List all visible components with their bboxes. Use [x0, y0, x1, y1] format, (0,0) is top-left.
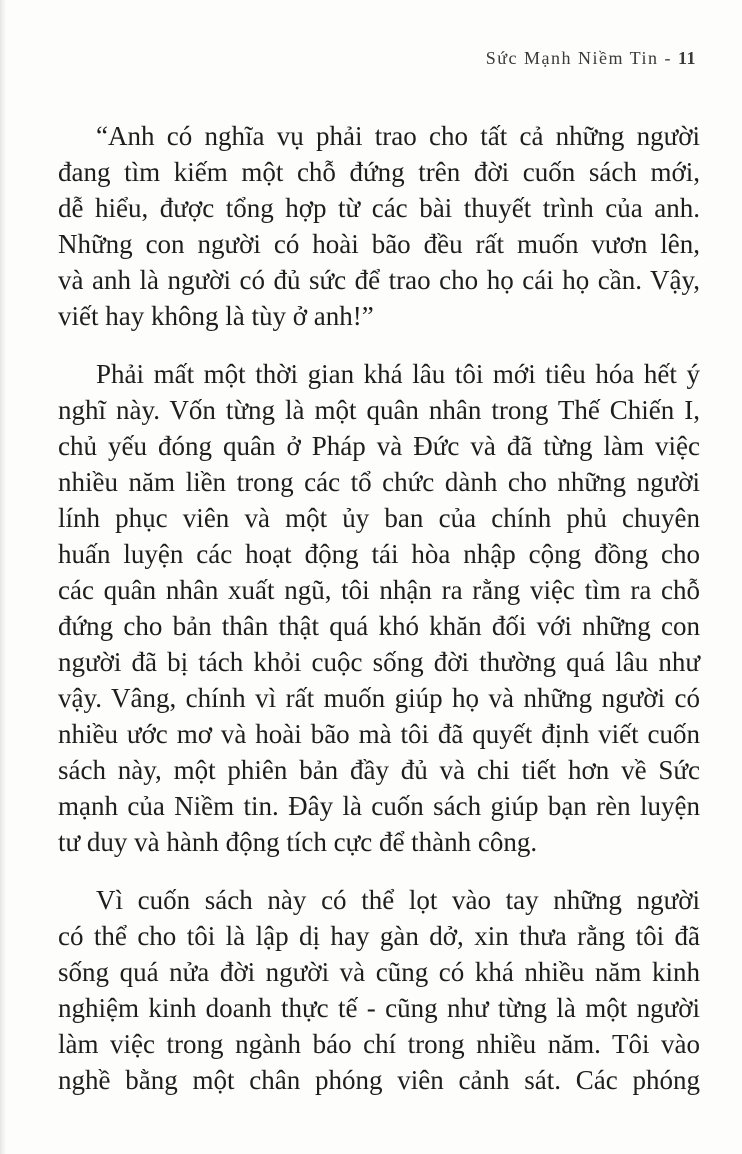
text-line: huấn luyện các hoạt động tái hòa nhập cộng đồng cho: [58, 539, 700, 569]
text-line: tư duy và hành động tích cực để thành công.: [58, 827, 538, 857]
text-line: lính phục viên và một ủy ban của chính phủ chuyên: [58, 503, 700, 533]
text-line: nghề bằng một chân phóng viên cảnh sát. Các phóng: [58, 1065, 700, 1095]
text-line: dễ hiểu, được tổng hợp từ các bài thuyết trình của anh.: [58, 193, 700, 223]
text-line: làm việc trong ngành báo chí trong nhiều năm. Tôi vào: [58, 1029, 700, 1059]
text-line: đứng cho bản thân thật quá khó khăn đối với những con: [58, 611, 700, 641]
text-line: nghĩ này. Vốn từng là một quân nhân trong Thế Chiến I,: [58, 395, 700, 425]
paragraph: [58, 118, 700, 334]
text-line: đang tìm kiếm một chỗ đứng trên đời cuốn sách mới,: [58, 157, 700, 187]
text-line: người đã bị tách khỏi cuộc sống đời thường quá lâu như: [58, 647, 700, 677]
text-line: nhiều ước mơ và hoài bão mà tôi đã quyết định viết cuốn: [58, 719, 700, 749]
text-line: chủ yếu đóng quân ở Pháp và Đức và đã từng làm việc: [58, 431, 700, 461]
text-line: nhiều năm liền trong các tổ chức dành cho những người: [58, 467, 700, 497]
text-line: Những con người có hoài bão đều rất muốn vươn lên,: [58, 229, 700, 259]
running-header: [486, 48, 696, 69]
text-line: có thể cho tôi là lập dị hay gàn dở, xin thưa rằng tôi đã: [58, 921, 700, 951]
text-line: sống quá nửa đời người và cũng có khá nhiều năm kinh: [58, 957, 700, 987]
paragraph: [58, 882, 700, 1098]
page-edge-shadow: [0, 0, 6, 1154]
text-line: Vì cuốn sách này có thể lọt vào tay những người: [96, 885, 700, 915]
book-title: Sức Mạnh Niềm Tin -: [485, 48, 672, 68]
paragraph: [58, 356, 700, 860]
text-line: nghiệm kinh doanh thực tế - cũng như từng là một người: [58, 993, 700, 1023]
text-line: mạnh của Niềm tin. Đây là cuốn sách giúp bạn rèn luyện: [58, 791, 700, 821]
text-line: viết hay không là tùy ở anh!”: [58, 301, 374, 331]
text-line: sách này, một phiên bản đầy đủ và chi tiết hơn về Sức: [58, 755, 700, 785]
text-line: Phải mất một thời gian khá lâu tôi mới tiêu hóa hết ý: [96, 359, 700, 389]
text-line: “Anh có nghĩa vụ phải trao cho tất cả những người: [96, 121, 700, 151]
body-text: [58, 118, 700, 1120]
text-line: các quân nhân xuất ngũ, tôi nhận ra rằng việc tìm ra chỗ: [58, 575, 700, 605]
text-line: vậy. Vâng, chính vì rất muốn giúp họ và những người có: [58, 683, 700, 713]
page-number: 11: [677, 48, 696, 68]
text-line: và anh là người có đủ sức để trao cho họ cái họ cần. Vậy,: [58, 265, 700, 295]
